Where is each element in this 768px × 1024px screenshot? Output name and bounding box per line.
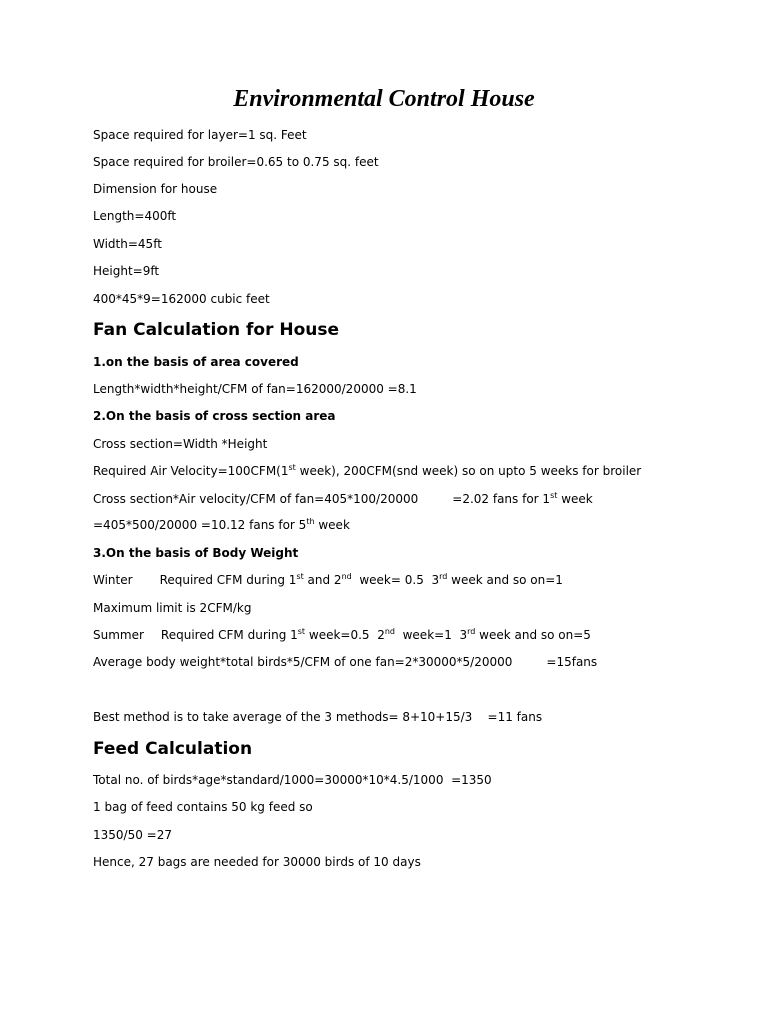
feed-calculation-heading: Feed Calculation <box>93 739 253 759</box>
bag-of-feed-text: 1 bag of feed contains 50 kg feed so <box>93 800 313 814</box>
length-text: Length=400ft <box>93 209 177 223</box>
average-body-weight-calc: Average body weight*total birds*5/CFM of one fan=2*30000*5/20000 =15fans <box>93 655 598 669</box>
document-title: Environmental Control House <box>233 86 535 112</box>
broiler-space-text: Space required for broiler=0.65 to 0.75 sq. feet <box>93 155 379 169</box>
division-text: 1350/50 =27 <box>93 828 172 842</box>
fan-calculation-heading: Fan Calculation for House <box>93 320 340 340</box>
dimension-heading: Dimension for house <box>93 182 218 196</box>
winter-cfm-text: Winter Required CFM during 1st and 2nd week= 0.5 3rd week and so on=1 <box>93 572 563 587</box>
air-velocity-text: Required Air Velocity=100CFM(1st week), 200CFM(snd week) so on upto 5 weeks for broiler <box>93 463 642 478</box>
method-1-heading: 1.on the basis of area covered <box>93 355 299 369</box>
fifth-week-calc: =405*500/20000 =10.12 fans for 5th week <box>93 517 350 532</box>
method-2-heading: 2.On the basis of cross section area <box>93 409 336 423</box>
summer-cfm-text: Summer Required CFM during 1st week=0.5 2nd week=1 3rd week and so on=5 <box>93 627 591 642</box>
layer-space-text: Space required for layer=1 sq. Feet <box>93 128 307 142</box>
method-1-formula: Length*width*height/CFM of fan=162000/20000 =8.1 <box>93 382 417 396</box>
method-3-heading: 3.On the basis of Body Weight <box>93 546 299 560</box>
cross-section-text: Cross section=Width *Height <box>93 437 268 451</box>
volume-text: 400*45*9=162000 cubic feet <box>93 292 270 306</box>
max-limit-text: Maximum limit is 2CFM/kg <box>93 601 252 615</box>
cross-section-calc: Cross section*Air velocity/CFM of fan=405*100/20000 =2.02 fans for 1st week <box>93 491 593 506</box>
width-text: Width=45ft <box>93 237 162 251</box>
best-method-text: Best method is to take average of the 3 methods= 8+10+15/3 =11 fans <box>93 710 543 724</box>
conclusion-text: Hence, 27 bags are needed for 30000 birds of 10 days <box>93 855 421 869</box>
total-birds-calc: Total no. of birds*age*standard/1000=30000*10*4.5/1000 =1350 <box>93 773 492 787</box>
height-text: Height=9ft <box>93 264 160 278</box>
